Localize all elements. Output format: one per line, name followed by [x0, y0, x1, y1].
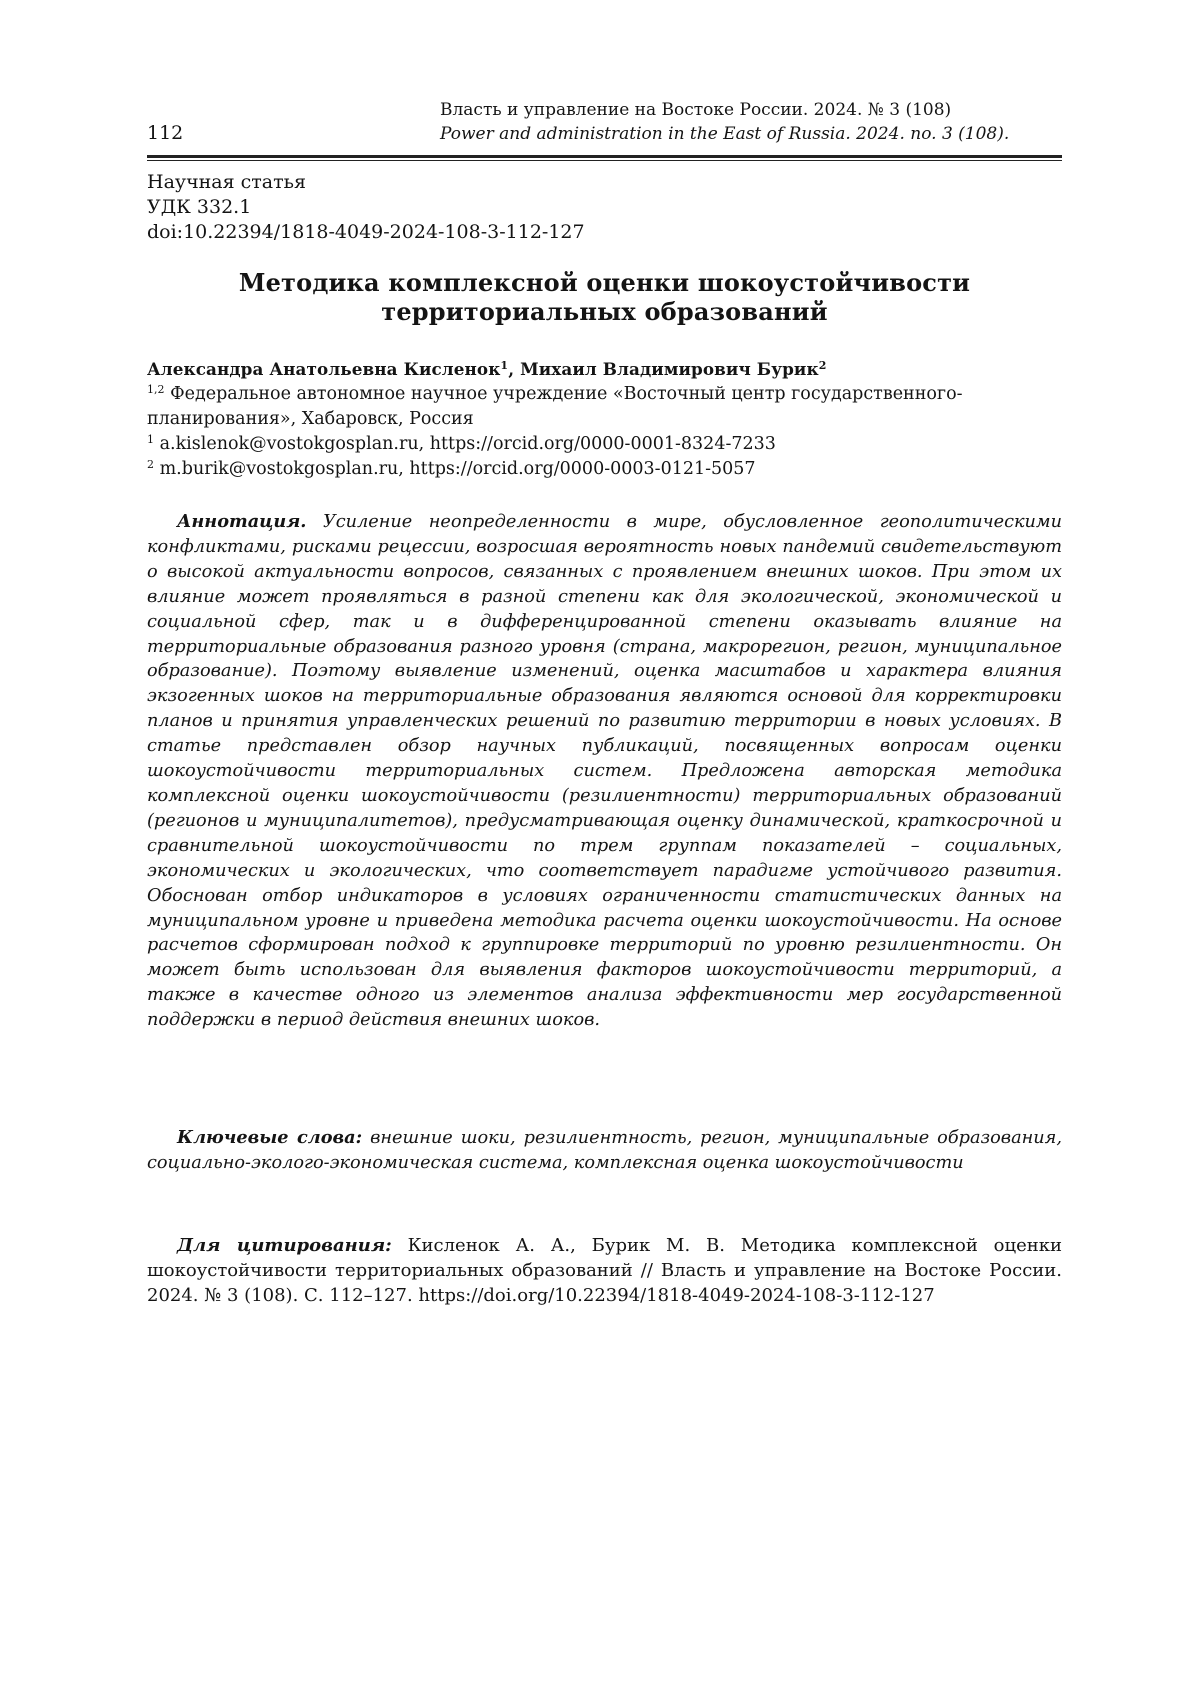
header-rule [147, 155, 1062, 161]
contact-2-sup: 2 [147, 458, 154, 471]
doi-line: doi:10.22394/1818-4049-2024-108-3-112-127 [147, 221, 585, 243]
journal-title-ru: Власть и управление на Востоке России. 2024. № 3 (108) [440, 100, 952, 120]
author-1-name: Александра Анатольевна Кисленок [147, 359, 501, 379]
title-line-2: территориальных образований [381, 297, 828, 326]
citation-label: Для цитирования: [177, 1235, 392, 1256]
running-header [147, 98, 1062, 150]
affiliation-sup: 1,2 [147, 383, 165, 396]
article-meta [147, 170, 585, 245]
udc-code: УДК 332.1 [147, 196, 252, 218]
citation [147, 1233, 1062, 1308]
article-title [147, 268, 1062, 326]
keywords-text: внешние шоки, резилиентность, регион, муниципальные образования, социально-эколого-экономическая система, комплексная оценка шокоустойчивости [147, 1128, 1062, 1173]
keywords [147, 1126, 1062, 1176]
abstract-text: Усиление неопределенности в мире, обусловленное геополитическими конфликтами, рисками рецессии, возросшая вероятность новых пандемий свидетельствуют о высокой актуальности вопросов, связанных с проявлением внешних шоков. При этом их влияние может проявляться в разной степени как для экологической, экономической и социальной сфер, так и в дифференцированной степени оказывать влияние на территориальные образования разного уровня (страна, макрорегион, регион, муниципальное образование). Поэтому выявление изменений, оценка масштабов и характера влияния экзогенных шоков на территориальные образования являются основой для корректировки планов и принятия управленческих решений по развитию территории в новых условиях. В статье представлен обзор научных публикаций, посвященных вопросам оценки шокоустойчивости территориальных систем. Предложена авторская методика комплексной оценки шокоустойчивости (резилиентности) территориальных образований (регионов и муниципалитетов), предусматривающая оценку динамической, краткосрочной и сравнительной шокоустойчивости по трем группам показателей – социальных, экономических и экологических, что соответствует парадигме устойчивого развития. Обоснован отбор индикаторов в условиях ограниченности статистических данных на муниципальном уровне и приведена методика расчета оценки шокоустойчивости. На основе расчетов сформирован подход к группировке территорий по уровню резилиентности. Он может быть использован для выявления факторов шокоустойчивости территорий, а также в качестве одного из элементов анализа эффективности мер государственной поддержки в период действия внешних шоков. [147, 512, 1062, 1031]
title-line-1: Методика комплексной оценки шокоустойчивости [238, 268, 971, 297]
journal-title-en: Power and administration in the East of Russia. 2024. no. 3 (108). [440, 124, 1010, 144]
journal-info [440, 98, 1009, 146]
article-type: Научная статья [147, 171, 306, 193]
citation-text: Кисленок А. А., Бурик М. В. Методика комплексной оценки шокоустойчивости территориальных образований // Власть и управление на Востоке России. 2024. № 3 (108). С. 112–127. https://doi.org/10.22394/1818-4049-2024-108-3-112-127 [147, 1235, 1062, 1306]
contact-1-sup: 1 [147, 433, 154, 446]
contact-1-text: a.kislenok@vostokgosplan.ru, https://orcid.org/0000-0001-8324-7233 [159, 434, 776, 454]
author-separator: , [508, 359, 521, 379]
keywords-label: Ключевые слова: [177, 1127, 363, 1148]
abstract-label: Аннотация. [177, 511, 307, 532]
affiliation-text: Федеральное автономное научное учреждение «Восточный центр государственного-планирования», Хабаровск, Россия [147, 384, 963, 429]
author-names [147, 357, 1062, 382]
author-2-name: Михаил Владимирович Бурик [520, 359, 819, 379]
author-1-contact [147, 432, 1062, 457]
author-2-contact [147, 457, 1062, 482]
authors-block [147, 357, 1062, 482]
author-1-sup: 1 [500, 359, 509, 372]
contact-2-text: m.burik@vostokgosplan.ru, https://orcid.org/0000-0003-0121-5057 [159, 459, 756, 479]
author-2-sup: 2 [818, 359, 827, 372]
affiliation [147, 382, 1062, 432]
page-number: 112 [147, 122, 184, 144]
abstract [147, 510, 1062, 1033]
